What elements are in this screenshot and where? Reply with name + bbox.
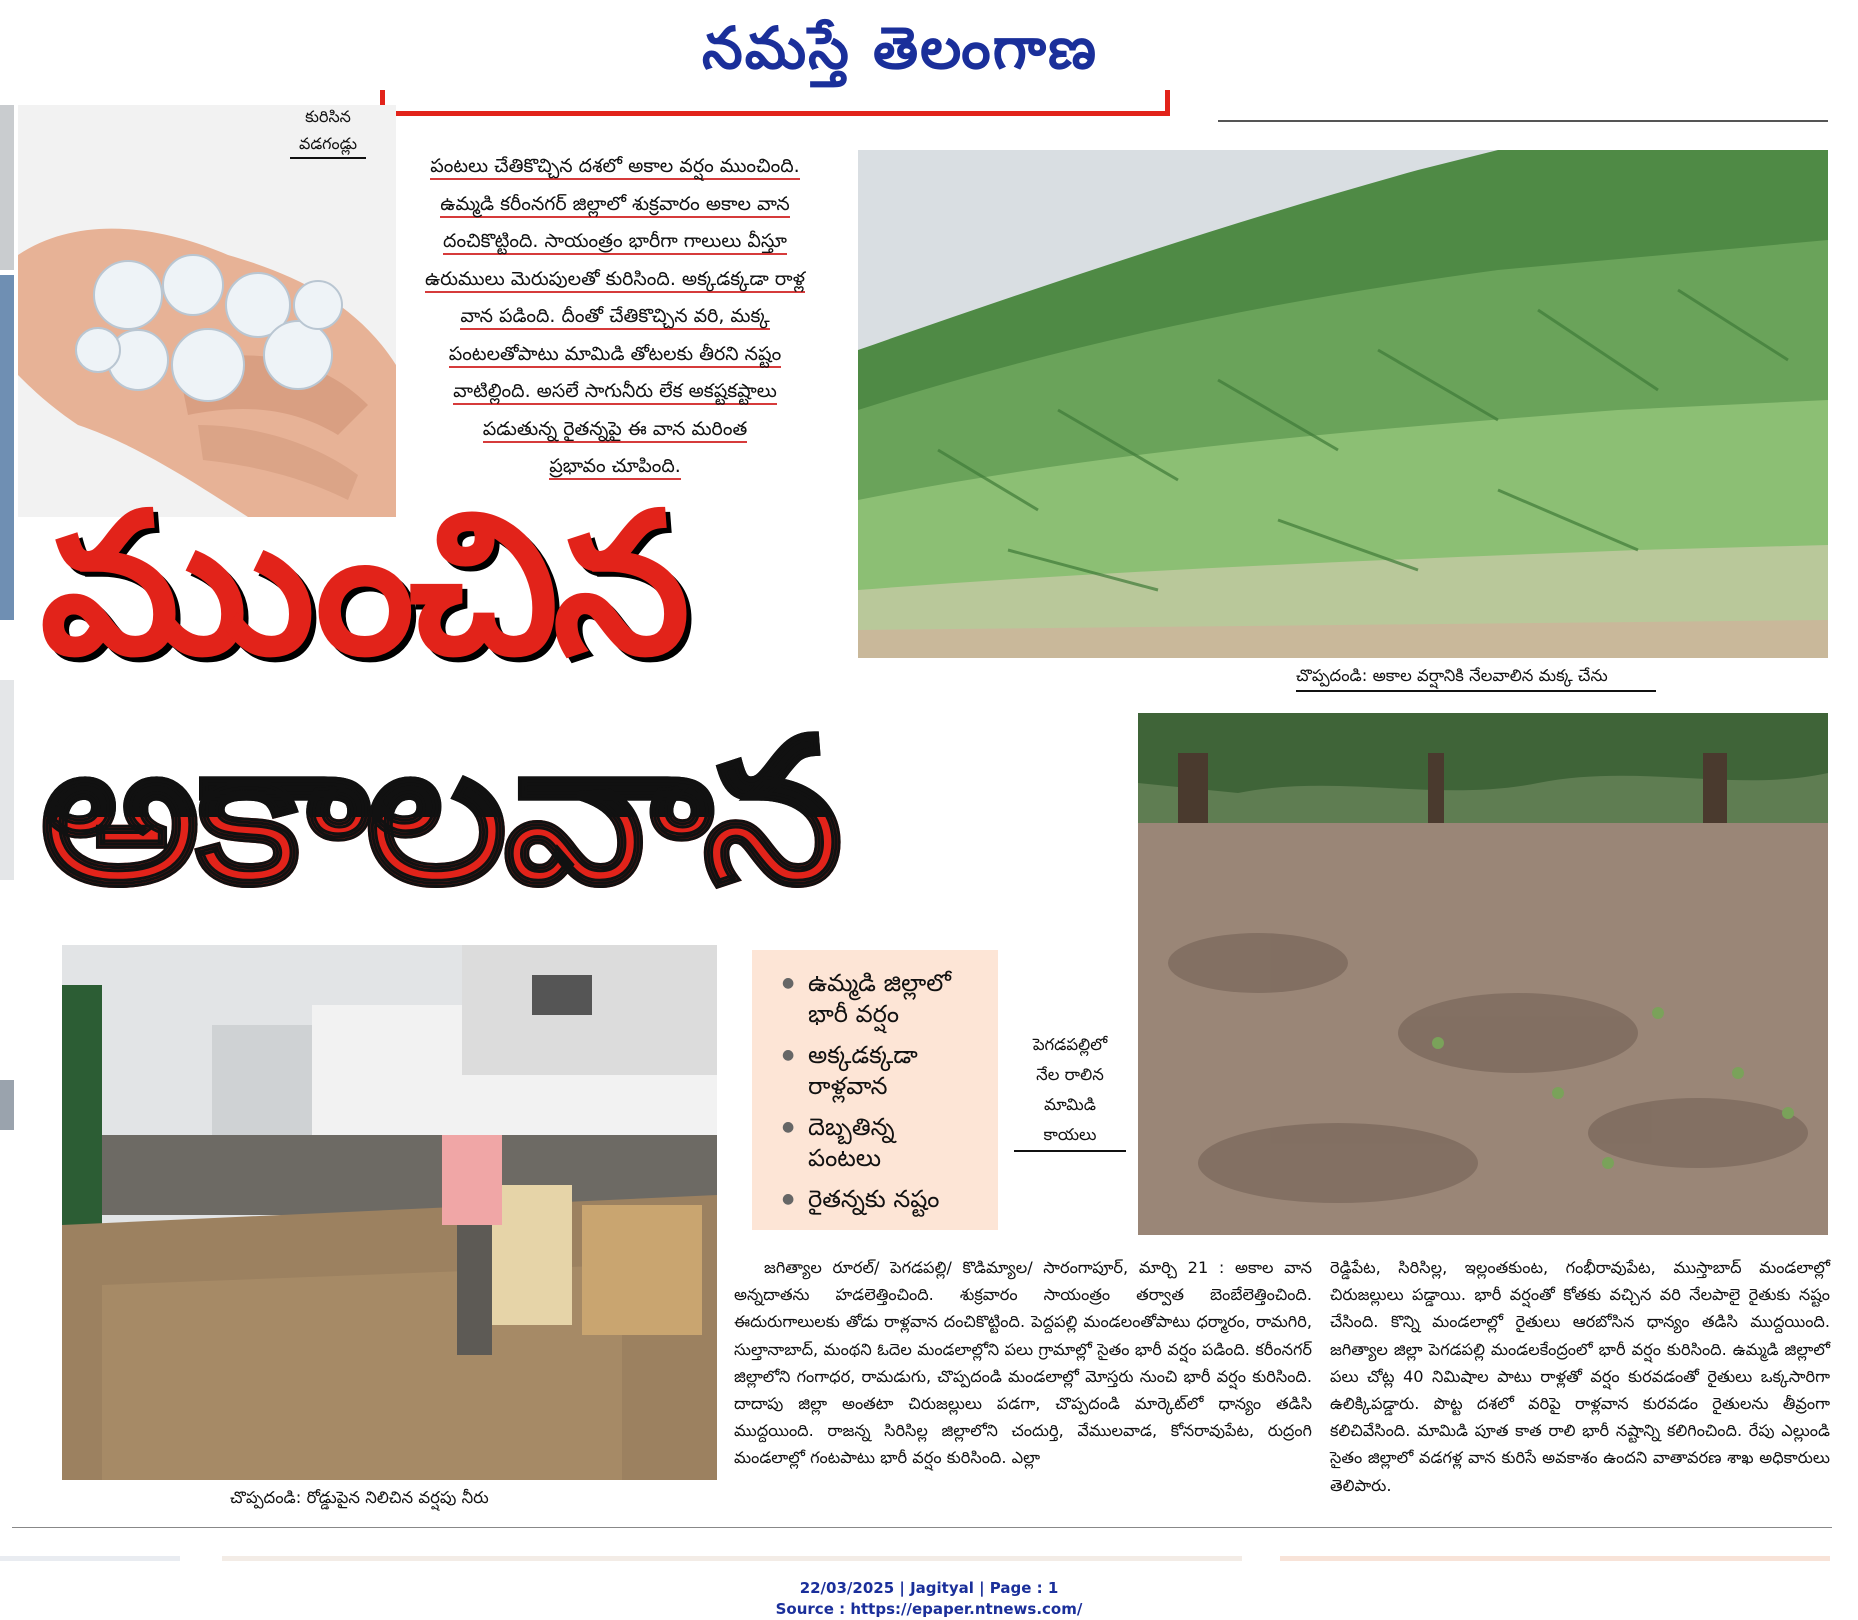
mango-caption-line: మామిడి <box>1044 1095 1096 1114</box>
footer <box>0 1578 1858 1620</box>
lead-line: ఉమ్మడి కరీంనగర్ జిల్లాలో శుక్రవారం అకాల వాన <box>440 193 789 218</box>
body-column-left <box>734 1254 1312 1472</box>
left-edge-strip <box>0 275 14 620</box>
highlight-item <box>782 1112 988 1174</box>
flooded-road-photo <box>62 945 717 1480</box>
masthead-frame <box>380 90 1170 116</box>
flattened-maize-photo <box>858 150 1828 658</box>
footer-source: Source : https://epaper.ntnews.com/ <box>775 1600 1083 1618</box>
mango-caption-line: నేల రాలిన <box>1036 1065 1104 1084</box>
lead-line: దంచికొట్టింది. సాయంత్రం భారీగా గాలులు వీస్తూ <box>443 230 787 255</box>
fallen-mangoes-photo <box>1138 713 1828 1235</box>
highlights-box <box>752 950 998 1230</box>
lead-line: ఉరుములు మెరుపులతో కురిసింది. అక్కడక్కడా రాళ్ల <box>425 268 805 293</box>
lead-line: వాన పడింది. దీంతో చేతికొచ్చిన వరి, మక్క <box>460 305 769 330</box>
highlight-item <box>782 1184 988 1215</box>
mango-caption-line: కాయలు <box>1043 1125 1097 1144</box>
body-column-right <box>1330 1254 1830 1499</box>
bottom-rule <box>12 1527 1832 1528</box>
footer-strip <box>222 1556 1242 1561</box>
lead-paragraph <box>410 148 820 486</box>
highlight-text: పంటలు <box>808 1144 882 1172</box>
footer-strip <box>1280 1556 1830 1561</box>
left-edge-strip <box>0 680 14 880</box>
highlight-text: భారీ వర్షం <box>808 1000 900 1028</box>
maize-caption: చొప్పదండి: అకాల వర్షానికి నేలవాలిన మక్క చేను <box>1296 662 1656 692</box>
lead-line: పడుతున్న రైతన్నపై ఈ వాన మరింత <box>483 418 748 443</box>
footer-strip <box>0 1556 180 1561</box>
left-edge-strip <box>0 1080 14 1130</box>
headline-line-1: ముంచిన <box>40 471 685 699</box>
hailstones-caption-line: వడగండ్లు <box>298 134 358 153</box>
highlight-text: ● అక్కడక్కడా <box>808 1041 918 1069</box>
highlight-item <box>782 1040 988 1102</box>
highlight-item <box>782 968 988 1030</box>
hailstones-caption <box>290 103 366 159</box>
lead-line: ప్రభావం చూపింది. <box>549 455 681 480</box>
highlight-text: ● రైతన్నకు నష్టం <box>808 1185 940 1213</box>
body-text-left: జగిత్యాల రూరల్/ పెగడపల్లి/ కొడిమ్యాల/ సారంగాపూర్, మార్చి 21 : అకాల వాన అన్నదాతను హడలెత్తించింది. శుక్రవారం సాయంత్రం తర్వాత బెంబేలెత్తించింది. ఈదురుగాలులకు తోడు రాళ్లవాన దంచికొట్టింది. పెద్దపల్లి మండలంతోపాటు ధర్మారం, రామగిరి, సుల్తానాబాద్, మంథని ఓదెల మండలాల్లోని పలు గ్రామాల్లో సైతం భారీ వర్షం పడింది. కరీంనగర్ జిల్లాలోని గంగాధర, రామడుగు, చొప్పదండి మండలాల్లో మోస్తరు నుంచి భారీ వర్షం కురిసింది. దాదాపు జిల్లా అంతటా చిరుజల్లులు పడగా, చొప్పదండి మార్కెట్‌లో ధాన్యం తడిసి ముద్దయింది. రాజన్న సిరిసిల్ల జిల్లాలోని చందుర్తి, వేములవాడ, కోనరావుపేట, రుద్రంగి మండలాల్లో గంటపాటు భారీ వర్షం కురిసింది. ఎల్లా <box>734 1258 1312 1468</box>
masthead-title: నమస్తే తెలంగాణ <box>702 14 1098 82</box>
hailstones-caption-line: కురిసిన <box>305 107 351 126</box>
lead-line: వాటిల్లింది. అసలే సాగునీరు లేక అకష్టకష్టాలు <box>453 380 777 405</box>
lead-line: పంటలతోపాటు మామిడి తోటలకు తీరని నష్టం <box>449 343 781 368</box>
lead-line: పంటలు చేతికొచ్చిన దశలో అకాల వర్షం ముంచింది. <box>430 155 799 180</box>
body-text-right: రెడ్డిపేట, సిరిసిల్ల, ఇల్లంతకుంట, గంభీరావుపేట, ముస్తాబాద్ మండలాల్లో చిరుజల్లులు పడ్డాయి. భారీ వర్షంతో కోతకు వచ్చిన వరి నేలపాలై రైతుకు నష్టం చేసింది. కొన్ని మండలాల్లో రైతులు ఆరబోసిన ధాన్యం తడిసి ముద్దయింది. జగిత్యాల జిల్లా పెగడపల్లి మండలకేంద్రంలో భారీ వర్షం కురిసింది. ఉమ్మడి జిల్లాలో పలు చోట్ల 40 నిమిషాల పాటు రాళ్లతో వర్షం కురవడంతో రైతులు ఒక్కసారిగా ఉలిక్కిపడ్డారు. పొట్ట దశలో వరిపై రాళ్లవాన కురవడం రైతులను తీవ్రంగా కలిచివేసింది. మామిడి పూత కాత రాలి భారీ నష్టాన్ని కలిగించింది. రేపు ఎల్లుండి సైతం జిల్లాలో వడగళ్ల వాన కురిసే అవకాశం ఉందని వాతావరణ శాఖ అధికారులు తెలిపారు. <box>1330 1258 1830 1495</box>
headline-line-2: అకాలవాన <box>40 705 1095 920</box>
mango-caption-line: పెగడపల్లిలో <box>1032 1035 1108 1054</box>
highlight-text: రాళ్లవాన <box>808 1072 888 1100</box>
road-caption: చొప్పదండి: రోడ్డుపైన నిలిచిన వర్షపు నీరు <box>230 1488 489 1507</box>
highlight-text: ● ఉమ్మడి జిల్లాలో <box>808 969 951 997</box>
mango-caption <box>1014 1030 1126 1152</box>
footer-date-edition: 22/03/2025 | Jagityal | Page : 1 <box>799 1579 1059 1597</box>
left-edge-strip <box>0 105 14 270</box>
highlight-text: ● దెబ్బతిన్న <box>808 1113 895 1141</box>
header-rule <box>1218 120 1828 122</box>
hailstones-photo <box>18 105 396 517</box>
